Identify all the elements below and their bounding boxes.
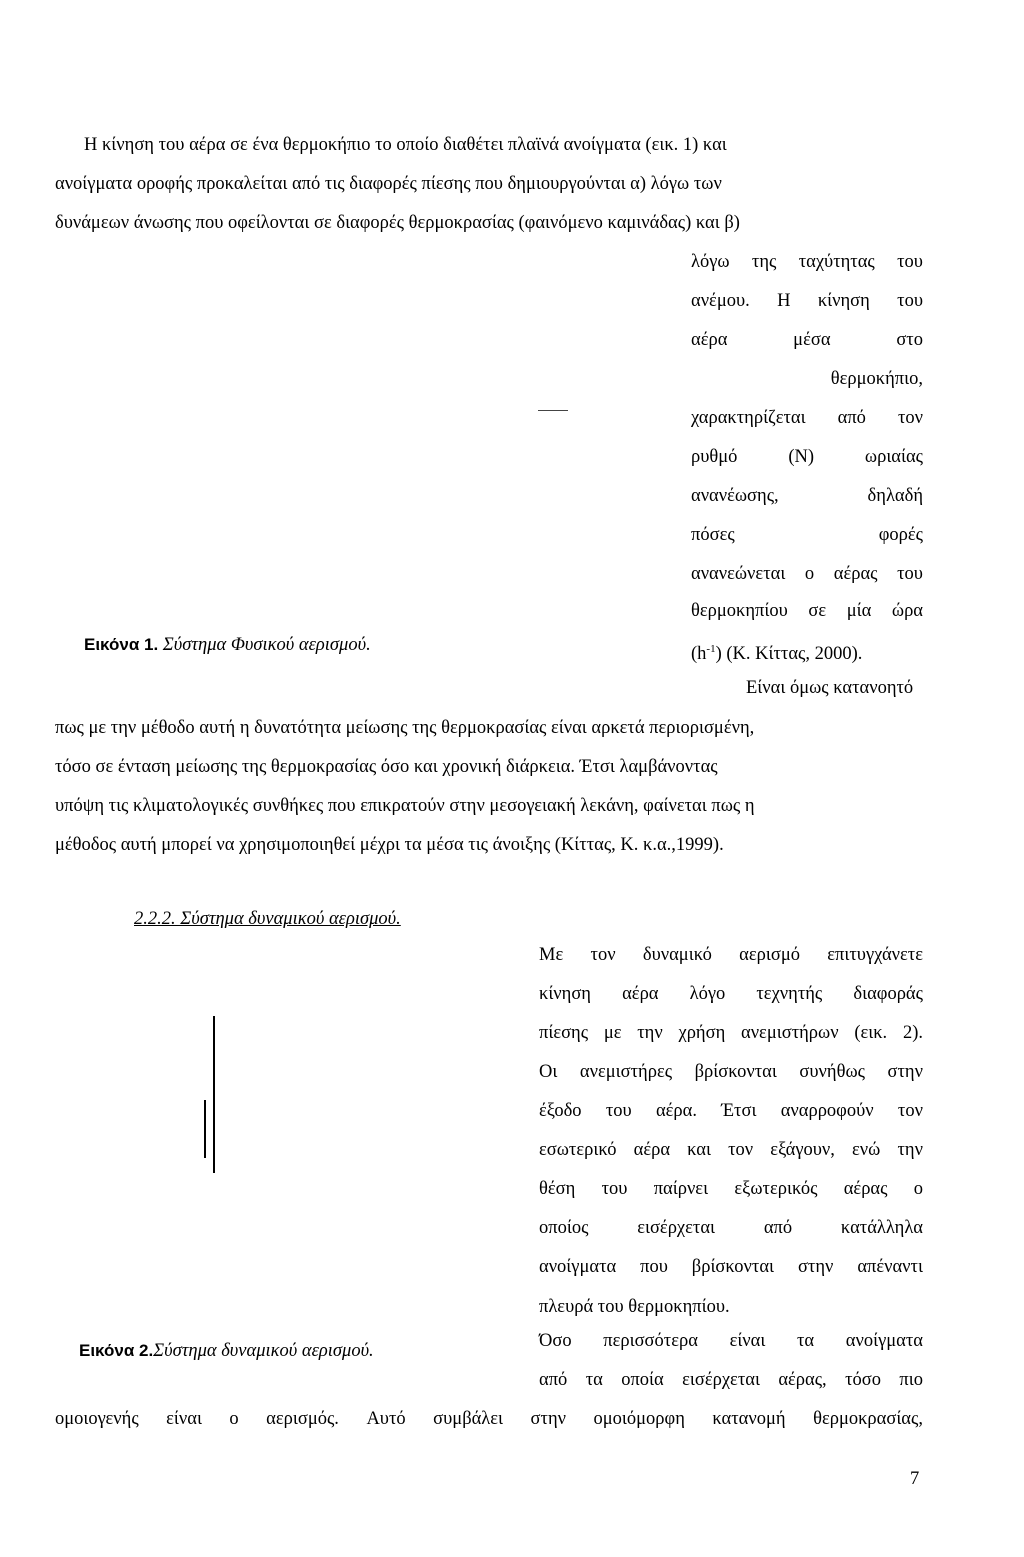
word: τόσο [845, 1370, 881, 1390]
word: τον [590, 945, 616, 965]
text-line [539, 1022, 923, 1044]
word: ανανέωσης, [691, 486, 779, 506]
text-line: ανοίγματα οροφής προκαλείται από τις διαφορές πίεσης που δημιουργούνται α) λόγω των [55, 174, 722, 194]
word: χρήση [678, 1023, 726, 1043]
word: τεχνητής [756, 984, 823, 1004]
text-line [539, 1369, 923, 1391]
word: πόσες [691, 525, 735, 545]
word: δηλαδή [867, 486, 923, 506]
word: κίνηση [539, 984, 591, 1004]
text-line: Είναι όμως κατανοητό [746, 678, 914, 698]
word: περισσότερα [603, 1331, 698, 1351]
text-line [539, 1178, 923, 1200]
word: εισέρχεται [637, 1218, 716, 1238]
word: βρίσκονται [694, 1062, 777, 1082]
text-line [691, 600, 923, 622]
word: δυναμικό [642, 945, 712, 965]
word: ταχύτητας [798, 252, 875, 272]
word: Όσο [539, 1331, 572, 1351]
word: που [640, 1257, 668, 1277]
word: του [897, 291, 923, 311]
word: είναι [166, 1409, 202, 1429]
word: πίεσης [539, 1023, 589, 1043]
word: 2). [902, 1023, 923, 1043]
figure-2-line [204, 1100, 206, 1158]
word: ανέμου. [691, 291, 750, 311]
word: φορές [878, 525, 923, 545]
word: αέρας [833, 564, 878, 584]
word: του [897, 252, 923, 272]
figure-label: Εικόνα 1. [84, 635, 159, 654]
word: από [539, 1370, 568, 1390]
word: αναρροφούν [780, 1101, 874, 1121]
word: επιτυγχάνετε [827, 945, 923, 965]
text-line [691, 524, 923, 546]
word: συμβάλει [433, 1409, 504, 1429]
word: τα [585, 1370, 603, 1390]
word: (εικ. [854, 1023, 888, 1043]
word: κατανομή [712, 1409, 786, 1429]
word: ανοίγματα [539, 1257, 617, 1277]
text-line [539, 1256, 923, 1278]
word: αέρας, [778, 1370, 827, 1390]
word: μέσα [793, 330, 831, 350]
word: ώρα [891, 601, 923, 621]
word: Οι [539, 1062, 558, 1082]
word: ο [913, 1179, 923, 1199]
word: ομοιογενής [55, 1409, 139, 1429]
figure-caption-text: Σύστημα Φυσικού αερισμού. [162, 635, 371, 655]
figure-1-caption [84, 634, 371, 656]
word: οποίος [539, 1218, 589, 1238]
text-line [691, 407, 923, 429]
text-line [691, 446, 923, 468]
page-number: 7 [910, 1469, 920, 1489]
word: διαφοράς [853, 984, 923, 1004]
word: εξωτερικός [734, 1179, 818, 1199]
word: Με [539, 945, 564, 965]
word: τα [797, 1331, 815, 1351]
word: βρίσκονται [691, 1257, 775, 1277]
word: ωριαίας [864, 447, 923, 467]
text-line [539, 983, 923, 1005]
word: θέση [539, 1179, 576, 1199]
word: στην [530, 1409, 566, 1429]
word: (N) [788, 447, 815, 467]
text-line [691, 251, 923, 273]
word: ομοιόμορφη [593, 1409, 685, 1429]
word: εισέρχεται [682, 1370, 760, 1390]
word: χαρακτηρίζεται [691, 408, 806, 428]
word: λόγο [689, 984, 726, 1004]
word: ο [229, 1409, 239, 1429]
word: στην [887, 1062, 923, 1082]
word: αέρα. [655, 1101, 697, 1121]
text-line: υπόψη τις κλιματολογικές συνθήκες που επικρατούν στην μεσογειακή λεκάνη, φαίνεται πως η [55, 796, 755, 816]
text-line [539, 1061, 923, 1083]
word: είναι [729, 1331, 766, 1351]
text-line: πως με την μέθοδο αυτή η δυνατότητα μείωσης της θερμοκρασίας είναι αρκετά περιορισμένη, [55, 718, 755, 738]
word: την [637, 1023, 663, 1043]
word: εσωτερικό [539, 1140, 617, 1160]
text-line: πλευρά του θερμοκηπίου. [539, 1297, 730, 1317]
word: τον [728, 1140, 754, 1160]
word: τον [897, 408, 923, 428]
figure-2-line [213, 1016, 215, 1173]
text-line [691, 329, 923, 351]
word: κίνηση [817, 291, 870, 311]
text-line: Η κίνηση του αέρα σε ένα θερμοκήπιο το οποίο διαθέτει πλαϊνά ανοίγματα (εικ. 1) και [84, 135, 727, 155]
citation-text: ) (Κ. Κίττας, 2000). [715, 644, 863, 665]
text-line: τόσο σε ένταση μείωσης της θερμοκρασίας όσο και χρονική διάρκεια. Έτσι λαμβάνοντας [55, 757, 718, 777]
word: και [687, 1140, 711, 1160]
word: αερισμό [739, 945, 800, 965]
text-line [539, 1139, 923, 1161]
figure-caption-text: Σύστημα δυναμικού αερισμού. [153, 1341, 374, 1361]
word: Αυτό [366, 1409, 406, 1429]
word: αερισμός. [266, 1409, 339, 1429]
text-line [691, 368, 923, 390]
word: θερμοκρασίας, [813, 1409, 923, 1429]
text-line [539, 1217, 923, 1239]
word: στο [896, 330, 923, 350]
citation-line [691, 638, 862, 665]
word: λόγω [691, 252, 730, 272]
text-line [539, 1330, 923, 1352]
word: την [897, 1140, 923, 1160]
word: από [763, 1218, 793, 1238]
word: αέρα [691, 330, 728, 350]
word: έξοδο [539, 1101, 582, 1121]
word: της [751, 252, 777, 272]
word: παίρνει [653, 1179, 709, 1199]
text-line: δυνάμεων άνωσης που οφείλονται σε διαφορές θερμοκρασίας (φαινόμενο καμινάδας) και β) [55, 213, 740, 233]
word: του [897, 564, 923, 584]
word: μία [846, 601, 872, 621]
word: σε [808, 601, 827, 621]
text-line [691, 485, 923, 507]
word: αέρα [622, 984, 659, 1004]
word: οποία [621, 1370, 664, 1390]
word: εξάγουν, [770, 1140, 835, 1160]
word: ανανεώνεται [691, 564, 786, 584]
text-line [55, 1408, 923, 1430]
word: του [601, 1179, 628, 1199]
word: στην [797, 1257, 834, 1277]
word: ανεμιστήρες [579, 1062, 673, 1082]
word: κατάλληλα [840, 1218, 923, 1238]
unit-base: (h [691, 644, 707, 665]
word: αέρα [633, 1140, 671, 1160]
word: ο [804, 564, 815, 584]
word: ανοίγματα [845, 1331, 923, 1351]
text-line [691, 563, 923, 585]
word: θερμοκήπιο, [830, 369, 923, 389]
figure-2-caption [79, 1340, 374, 1362]
word: θερμοκηπίου [691, 601, 788, 621]
text-line [691, 290, 923, 312]
text-line [539, 944, 923, 966]
word: Η [777, 291, 791, 311]
section-heading: 2.2.2. Σύστημα δυναμικού αερισμού. [134, 909, 401, 929]
figure-label: Εικόνα 2. [79, 1341, 154, 1360]
word: Έτσι [721, 1101, 757, 1121]
word: από [837, 408, 866, 428]
word: συνήθως [799, 1062, 865, 1082]
word: τον [897, 1101, 923, 1121]
figure-1-artifact [538, 410, 568, 411]
word: του [605, 1101, 632, 1121]
word: πιο [899, 1370, 923, 1390]
word: ρυθμό [691, 447, 738, 467]
word: ανεμιστήρων [741, 1023, 839, 1043]
unit-superscript: -1 [706, 643, 716, 655]
word: απέναντι [857, 1257, 923, 1277]
text-line [539, 1100, 923, 1122]
word: αέρας [843, 1179, 888, 1199]
text-line: μέθοδος αυτή μπορεί να χρησιμοποιηθεί μέχρι τα μέσα τις άνοιξης (Κίττας, Κ. κ.α.,1999). [55, 835, 724, 855]
word: ενώ [852, 1140, 881, 1160]
word: με [603, 1023, 622, 1043]
